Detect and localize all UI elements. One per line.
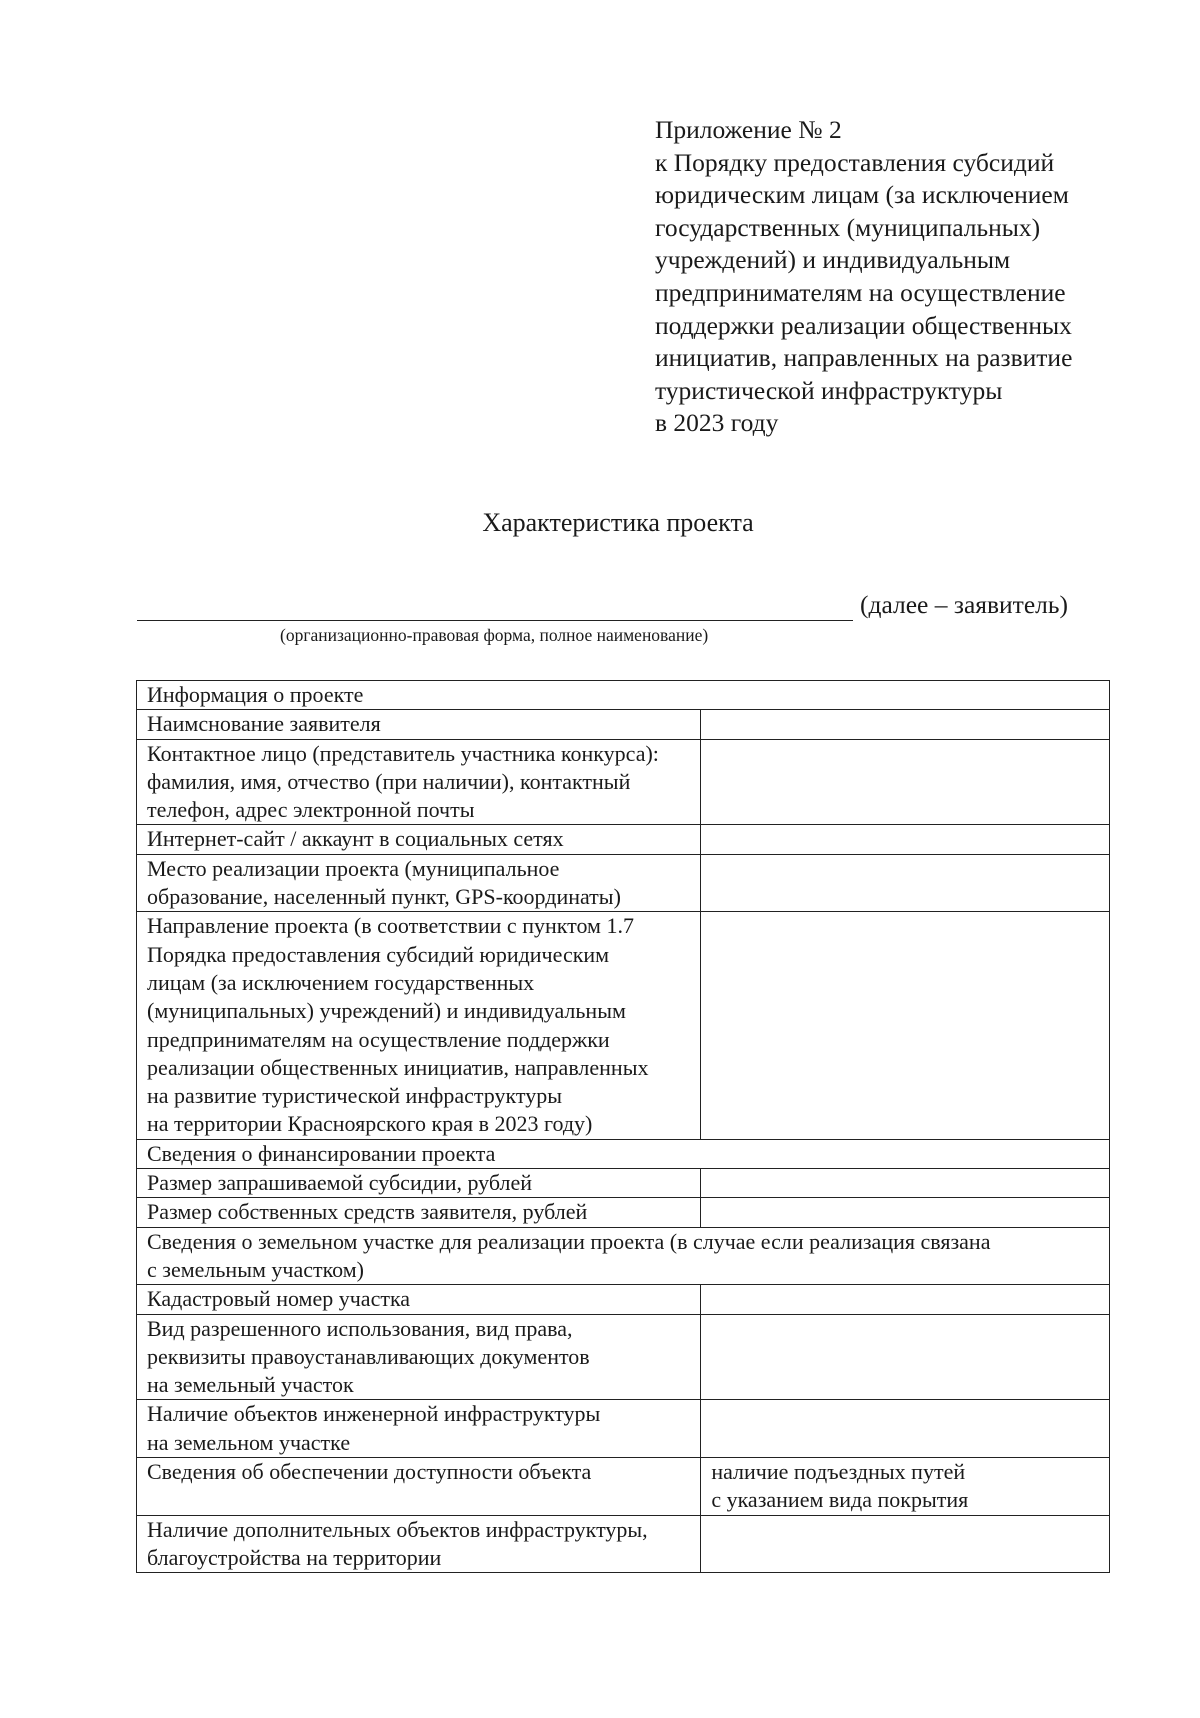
- row-value-applicant-name[interactable]: [701, 710, 1110, 739]
- appendix-line: в 2023 году: [655, 408, 779, 438]
- applicant-name-blank[interactable]: [137, 592, 853, 621]
- row-value-cadastral[interactable]: [701, 1285, 1110, 1314]
- appendix-line: инициатив, направленных на развитие: [655, 343, 1073, 373]
- row-value-location[interactable]: [701, 854, 1110, 912]
- appendix-line: юридическим лицам (за исключением: [655, 180, 1069, 210]
- appendix-line: государственных (муниципальных): [655, 212, 1041, 242]
- row-label-applicant-name: Наимснование заявителя: [137, 710, 701, 739]
- table-row: [137, 1139, 1110, 1168]
- section-header-finance: Сведения о финансировании проекта: [137, 1139, 1110, 1168]
- row-value-contact[interactable]: [701, 739, 1110, 825]
- section-header-land: Сведения о земельном участке для реализации проекта (в случае если реализация связана с земельным участком): [137, 1227, 1110, 1285]
- table-row: [137, 912, 1110, 1139]
- row-value-direction[interactable]: [701, 912, 1110, 1139]
- applicant-suffix: (далее – заявитель): [860, 590, 1068, 619]
- table-row: [137, 710, 1110, 739]
- row-value-accessibility: наличие подъездных путей с указанием вида покрытия: [701, 1458, 1110, 1516]
- table-row: [137, 854, 1110, 912]
- row-label-website: Интернет-сайт / аккаунт в социальных сетях: [137, 825, 701, 854]
- row-value-website[interactable]: [701, 825, 1110, 854]
- appendix-line: туристической инфраструктуры: [655, 375, 1003, 405]
- row-label-accessibility: Сведения об обеспечении доступности объекта: [137, 1458, 701, 1516]
- table-row: [137, 1285, 1110, 1314]
- table-row: [137, 1515, 1110, 1573]
- document-title: Характеристика проекта: [482, 508, 754, 537]
- row-label-engineering: Наличие объектов инженерной инфраструктуры на земельном участке: [137, 1400, 701, 1458]
- row-label-contact: Контактное лицо (представитель участника конкурса): фамилия, имя, отчество (при наличии), контактный телефон, адрес электронной почты: [137, 739, 701, 825]
- table-row: [137, 1227, 1110, 1285]
- appendix-line: предпринимателям на осуществление: [655, 277, 1066, 307]
- row-value-own-funds[interactable]: [701, 1198, 1110, 1227]
- appendix-header: [655, 114, 1175, 440]
- appendix-line: учреждений) и индивидуальным: [655, 245, 1011, 275]
- row-label-direction: Направление проекта (в соответствии с пунктом 1.7 Порядка предоставления субсидий юридическим лицам (за исключением государственных (муниципальных) учреждений) и индивидуальным предпринимателям на осуществление поддержки реализации общественных инициатив, направленных на развитие туристической инфраструктуры на территории Красноярского края в 2023 году): [137, 912, 701, 1139]
- row-value-extra-infra[interactable]: [701, 1515, 1110, 1573]
- row-label-extra-infra: Наличие дополнительных объектов инфраструктуры, благоустройства на территории: [137, 1515, 701, 1573]
- row-label-own-funds: Размер собственных средств заявителя, рублей: [137, 1198, 701, 1227]
- appendix-line: поддержки реализации общественных: [655, 310, 1072, 340]
- table-row: [137, 1458, 1110, 1516]
- appendix-line: к Порядку предоставления субсидий: [655, 147, 1055, 177]
- table-row: [137, 825, 1110, 854]
- row-label-cadastral: Кадастровый номер участка: [137, 1285, 701, 1314]
- row-label-location: Место реализации проекта (муниципальное образование, населенный пункт, GPS-координаты): [137, 854, 701, 912]
- row-label-subsidy: Размер запрашиваемой субсидии, рублей: [137, 1169, 701, 1198]
- table-row: [137, 1198, 1110, 1227]
- table-row: [137, 739, 1110, 825]
- project-table: [136, 680, 1110, 1573]
- row-label-land-use: Вид разрешенного использования, вид права, реквизиты правоустанавливающих документов на земельный участок: [137, 1314, 701, 1400]
- table-row: [137, 681, 1110, 710]
- table-row: [137, 1400, 1110, 1458]
- row-value-engineering[interactable]: [701, 1400, 1110, 1458]
- applicant-caption: (организационно-правовая форма, полное наименование): [280, 625, 709, 645]
- table-row: [137, 1314, 1110, 1400]
- row-value-subsidy[interactable]: [701, 1169, 1110, 1198]
- table-row: [137, 1169, 1110, 1198]
- appendix-line: Приложение № 2: [655, 115, 842, 144]
- row-value-land-use[interactable]: [701, 1314, 1110, 1400]
- section-header-project: Информация о проекте: [137, 681, 1110, 710]
